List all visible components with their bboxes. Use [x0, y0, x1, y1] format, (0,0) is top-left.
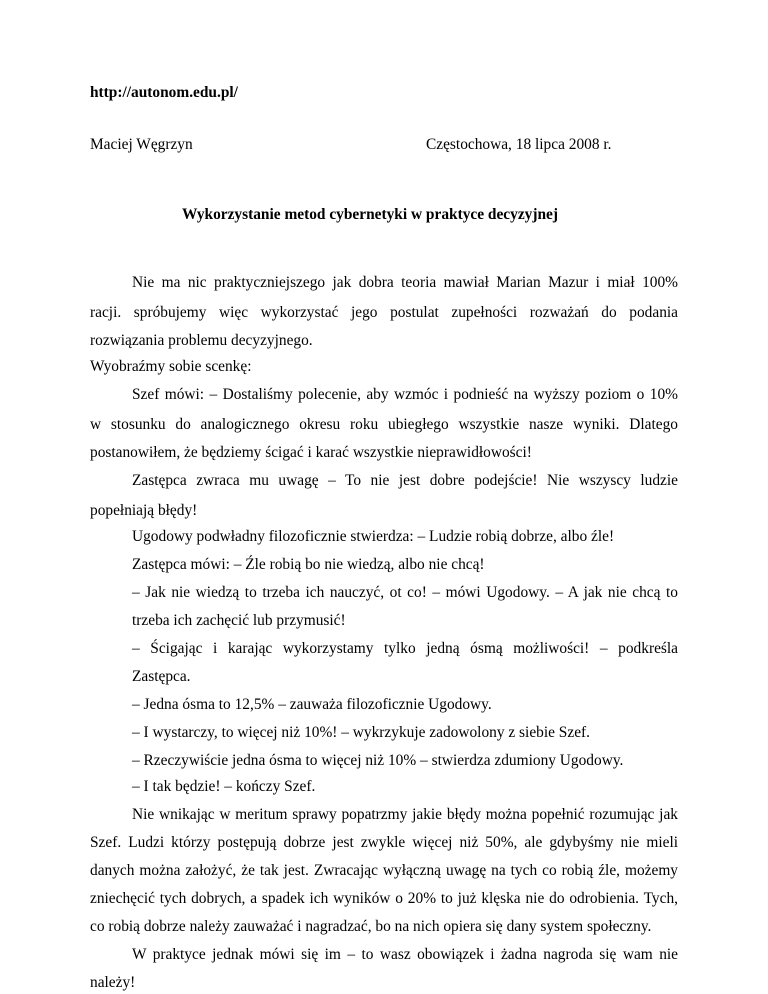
paragraph-line: Zastępca zwraca mu uwagę – To nie jest dobre podejście! Nie wszyscy ludzie	[132, 472, 678, 489]
paragraph-line: Nie ma nic praktyczniejszego jak dobra teoria mawiał Marian Mazur i miał 100%	[132, 274, 678, 291]
author-name: Maciej Węgrzyn	[90, 136, 193, 153]
paragraph-line: Szef mówi: – Dostaliśmy polecenie, aby wzmóc i podnieść na wyższy poziom o 10%	[132, 386, 678, 403]
source-url[interactable]: http://autonom.edu.pl/	[90, 84, 238, 101]
paragraph-line: racji. spróbujemy więc wykorzystać jego postulat zupełności rozważań do podania	[90, 304, 678, 321]
dialogue-line: Zastępca mówi: – Źle robią bo nie wiedzą, albo nie chcą!	[132, 556, 485, 573]
dialogue-line: – I tak będzie! – kończy Szef.	[132, 778, 316, 795]
paragraph-line: postanowiłem, że będziemy ścigać i karać wszystkie nieprawidłowości!	[90, 444, 532, 461]
paragraph-line: danych można założyć, że tak jest. Zwracając wyłączną uwagę na tych co robią źle, możemy	[90, 862, 678, 879]
dialogue-line: – Rzeczywiście jedna ósma to więcej niż 10% – stwierdza zdumiony Ugodowy.	[132, 752, 624, 769]
dialogue-line: – I wystarczy, to więcej niż 10%! – wykrzykuje zadowolony z siebie Szef.	[132, 724, 590, 741]
paragraph-line: Nie wnikając w meritum sprawy popatrzmy jakie błędy można popełnić rozumując jak	[132, 806, 678, 823]
dialogue-line: Zastępca.	[132, 668, 191, 685]
document-title: Wykorzystanie metod cybernetyki w praktyce decyzyjnej	[182, 206, 558, 223]
dialogue-line: Ugodowy podwładny filozoficznie stwierdza: – Ludzie robią dobrze, albo źle!	[132, 528, 615, 545]
paragraph-line: popełniają błędy!	[90, 502, 198, 519]
paragraph-line: W praktyce jednak mówi się im – to wasz obowiązek i żadna nagroda się wam nie	[132, 946, 678, 963]
paragraph-line: Wyobraźmy sobie scenkę:	[90, 358, 252, 375]
paragraph-line: zniechęcić tych dobrych, a spadek ich wyników o 20% to już klęska nie do odrobienia. Tych,	[90, 890, 678, 907]
dialogue-line: – Jak nie wiedzą to trzeba ich nauczyć, ot co! – mówi Ugodowy. – A jak nie chcą to	[132, 584, 678, 601]
place-date: Częstochowa, 18 lipca 2008 r.	[426, 136, 612, 153]
paragraph-line: należy!	[90, 974, 136, 991]
dialogue-line: trzeba ich zachęcić lub przymusić!	[132, 612, 346, 629]
paragraph-line: co robią dobrze należy zauważać i nagradzać, bo na nich opiera się dany system społeczny.	[90, 918, 652, 935]
dialogue-line: – Ścigając i karając wykorzystamy tylko jedną ósmą możliwości! – podkreśla	[132, 640, 678, 657]
paragraph-line: rozwiązania problemu decyzyjnego.	[90, 332, 313, 349]
dialogue-line: – Jedna ósma to 12,5% – zauważa filozoficznie Ugodowy.	[132, 696, 492, 713]
paragraph-line: Szef. Ludzi którzy postępują dobrze jest zwykle więcej niż 50%, ale gdybyśmy nie mieli	[90, 834, 678, 851]
paragraph-line: w stosunku do analogicznego okresu roku ubiegłego wszystkie nasze wyniki. Dlatego	[90, 416, 678, 433]
